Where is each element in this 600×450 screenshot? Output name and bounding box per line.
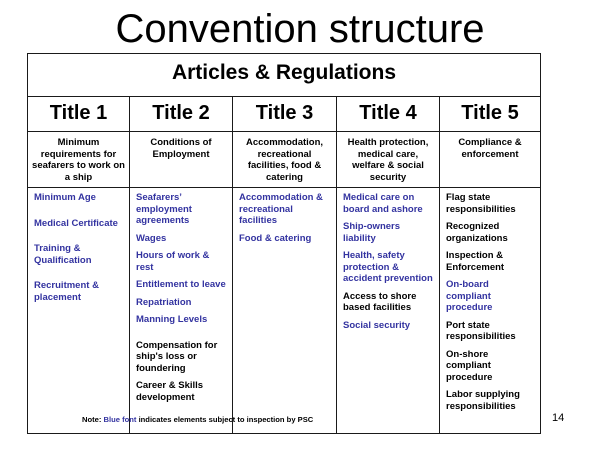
note-highlight: Blue font bbox=[103, 415, 137, 424]
list-item: Health, safety protection & accident prevention bbox=[343, 250, 433, 284]
column-items bbox=[233, 188, 336, 244]
slide-title: Convention structure bbox=[115, 7, 485, 51]
convention-table bbox=[27, 53, 541, 434]
list-item: Recruitment & placement bbox=[34, 280, 99, 303]
column-title-4 bbox=[337, 96, 440, 433]
list-item: On-board compliant procedure bbox=[446, 279, 493, 313]
column-title: Title 1 bbox=[28, 96, 129, 132]
list-item: Career & Skills development bbox=[136, 380, 204, 403]
list-item: Access to shore based facilities bbox=[343, 290, 417, 313]
list-item: Minimum Age bbox=[34, 192, 96, 203]
list-item: Recognized organizations bbox=[446, 221, 508, 244]
list-item: Labor supplying responsibilities bbox=[446, 389, 520, 412]
column-title: Title 2 bbox=[130, 96, 232, 132]
column-title-2 bbox=[130, 96, 233, 433]
list-item: Training & Qualification bbox=[34, 243, 92, 266]
list-item: On-shore compliant procedure bbox=[446, 348, 493, 383]
list-item: Entitlement to leave bbox=[136, 279, 226, 290]
column-description: Minimum requirements for seafarers to work on a ship bbox=[28, 132, 129, 188]
column-items bbox=[337, 188, 439, 331]
list-item: Port state responsibilities bbox=[446, 319, 516, 342]
list-item: Inspection & Enforcement bbox=[446, 250, 505, 273]
list-item: Repatriation bbox=[136, 296, 192, 308]
list-item: Compensation for ship's loss or foundering bbox=[136, 339, 218, 374]
note-suffix: indicates elements subject to inspection by PSC bbox=[138, 415, 314, 424]
column-title: Title 5 bbox=[440, 96, 540, 132]
list-item: Accommodation & recreational facilities bbox=[239, 192, 323, 226]
footnote bbox=[82, 415, 313, 424]
list-item: Ship-owners liability bbox=[343, 221, 401, 244]
column-title-5 bbox=[440, 96, 540, 433]
list-item: Wages bbox=[136, 232, 167, 244]
column-title: Title 4 bbox=[337, 96, 439, 132]
list-item: Hours of work & rest bbox=[136, 250, 210, 273]
column-title-1 bbox=[28, 96, 130, 433]
note-prefix: Note: bbox=[82, 415, 102, 424]
column-items bbox=[130, 188, 232, 403]
column-items bbox=[28, 188, 129, 303]
list-item: Medical care on board and ashore bbox=[343, 192, 423, 215]
list-item: Seafarers’ employment agreements bbox=[136, 192, 192, 226]
page-number: 14 bbox=[552, 412, 565, 424]
list-item: Manning Levels bbox=[136, 314, 208, 325]
column-description: Health protection, medical care, welfare & social security bbox=[337, 132, 439, 188]
column-description: Compliance & enforcement bbox=[440, 132, 540, 188]
column-items bbox=[440, 188, 540, 412]
table-header: Articles & Regulations bbox=[171, 61, 397, 84]
column-description: Accommodation, recreational facilities, food & catering bbox=[233, 132, 336, 188]
list-item: Medical Certificate bbox=[34, 217, 118, 229]
list-item: Food & catering bbox=[239, 232, 312, 244]
table-header-row bbox=[28, 54, 540, 97]
column-title: Title 3 bbox=[233, 96, 336, 132]
column-description: Conditions of Employment bbox=[130, 132, 232, 188]
column-title-3 bbox=[233, 96, 337, 433]
list-item: Social security bbox=[343, 319, 411, 331]
list-item: Flag state responsibilities bbox=[446, 192, 516, 215]
